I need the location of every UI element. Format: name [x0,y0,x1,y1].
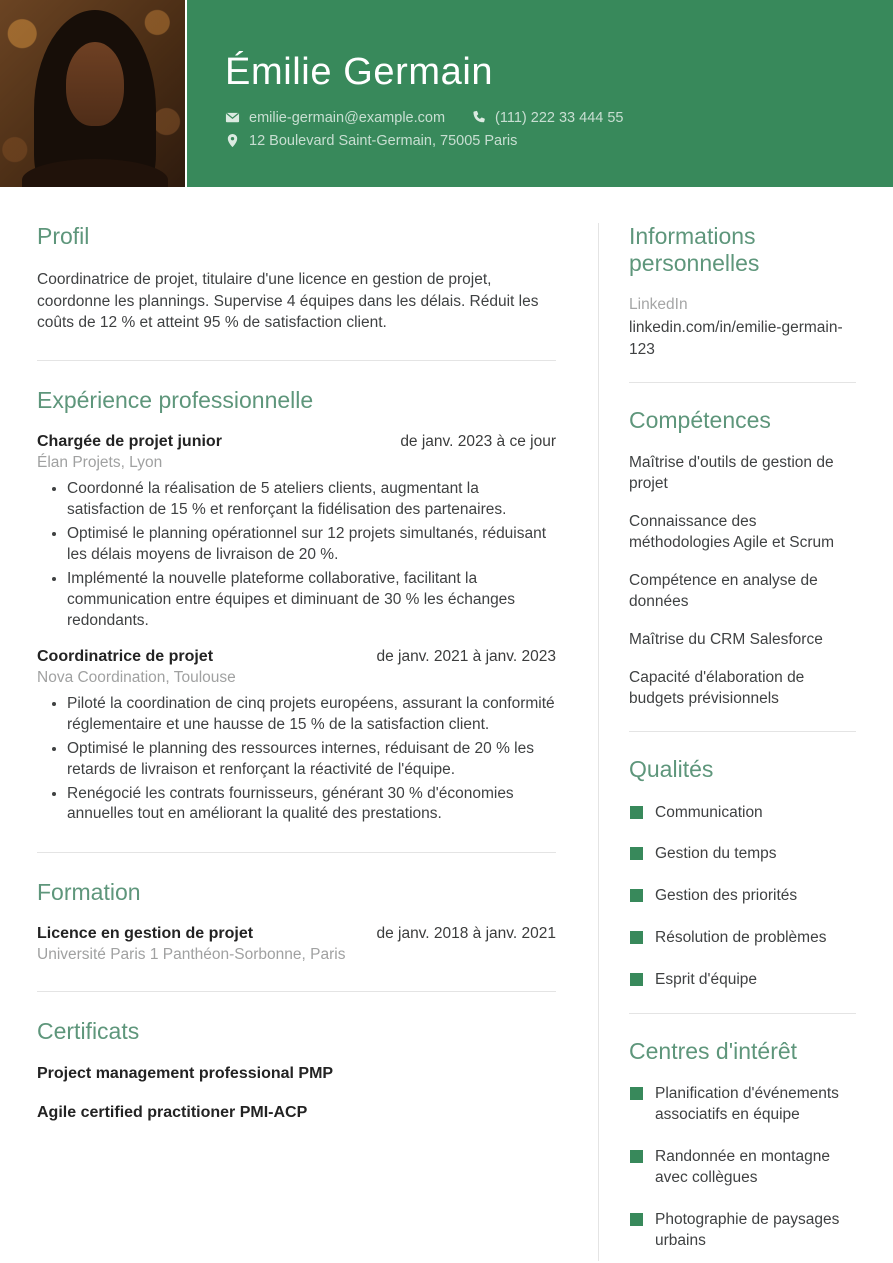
quality-item [629,970,856,991]
square-bullet-icon [630,1150,643,1163]
skill-item: Capacité d'élaboration de budgets prévisionnels [629,668,805,707]
square-bullet-icon [630,973,643,986]
quality-label: Gestion du temps [655,845,777,863]
interests-title: Centres d'intérêt [629,1038,798,1065]
section-divider [37,991,556,992]
interest-item [629,1084,856,1126]
section-divider [629,731,856,732]
education-title: Formation [37,879,141,906]
job-bullet: • Renégocié les contrats fournisseurs, générant 30 % d'économies annuelles tout en améliorant la qualité des prestations. [67,784,556,826]
job-entry-head [37,648,556,666]
certificates-title: Certificats [37,1018,140,1045]
interest-label: Planification d'événements associatifs en équipe [655,1085,839,1124]
skill-item: Compétence en analyse de données [629,571,818,610]
skill-item: Connaissance des méthodologies Agile et Scrum [629,512,835,551]
job-dates: de janv. 2023 à ce jour [400,433,556,451]
email-text: emilie-germain@example.com [249,109,446,126]
job-bullet: • Piloté la coordination de cinq projets européens, assurant la conformité réglementaire et une hausse de 15 % de la satisfaction client. [67,694,556,736]
job-entry-head [37,433,556,451]
linkedin-label: LinkedIn [629,296,688,314]
linkedin-value: linkedin.com/in/emilie-germain-123 [629,319,843,358]
interest-label: Randonnée en montagne avec collègues [655,1148,830,1187]
quality-item [629,803,856,824]
education-degree: Licence en gestion de projet [37,925,254,943]
quality-label: Gestion des priorités [655,887,798,905]
skill-item: Maîtrise d'outils de gestion de projet [629,454,834,493]
section-education [37,879,556,964]
quality-label: Résolution de problèmes [655,929,827,947]
experience-title: Expérience professionnelle [37,387,314,414]
job-bullet: • Optimisé le planning opérationnel sur 12 projets simultanés, réduisant les délais moyens de livraison de 20 %. [67,524,556,566]
section-interests [629,1038,856,1252]
education-school: Université Paris 1 Panthéon-Sorbonne, Paris [37,946,346,964]
education-entry-head [37,925,556,943]
section-divider [37,852,556,853]
job-dates: de janv. 2021 à janv. 2023 [376,647,556,665]
job-role: Chargée de projet junior [37,433,222,451]
job-entry [37,648,556,826]
main-column [0,187,556,1263]
section-divider [37,360,556,361]
quality-label: Esprit d'équipe [655,971,758,989]
resume-body [0,187,893,1263]
header-banner [187,0,893,187]
phone-icon [471,110,486,125]
contact-info [225,110,865,149]
quality-label: Communication [655,803,763,821]
contact-row-1 [225,110,865,126]
address-text: 12 Boulevard Saint-Germain, 75005 Paris [249,132,518,149]
square-bullet-icon [630,931,643,944]
resume-header [0,0,893,187]
education-entry [37,925,556,964]
photo-face-shape [66,42,124,126]
certificate-item: Project management professional PMP [37,1064,334,1082]
email-icon [225,110,240,125]
section-certificates [37,1018,556,1121]
location-icon [225,133,240,148]
square-bullet-icon [630,806,643,819]
square-bullet-icon [630,1087,643,1100]
section-divider [629,382,856,383]
interest-item [629,1147,856,1189]
skills-title: Compétences [629,407,771,433]
section-qualities [629,756,856,991]
section-experience [37,387,556,825]
profile-title: Profil [37,223,90,249]
square-bullet-icon [630,847,643,860]
skill-item: Maîtrise du CRM Salesforce [629,630,823,648]
job-company: Élan Projets, Lyon [37,454,163,472]
job-bullet: • Optimisé le planning des ressources internes, réduisant de 20 % les retards de livraison et renforçant la réactivité de l'équipe. [67,739,556,781]
qualities-title: Qualités [629,756,714,783]
quality-item [629,844,856,865]
section-profile [37,223,556,333]
profile-photo [0,0,187,187]
square-bullet-icon [630,1213,643,1226]
job-bullet-list [37,479,556,631]
interest-label: Photographie de paysages urbains [655,1210,840,1249]
section-personal-info [629,223,856,360]
job-bullet: • Implémenté la nouvelle plateforme collaborative, facilitant la communication entre équipes et diminuant de 30 % les échanges redondants. [67,569,556,632]
interest-item [629,1210,856,1252]
profile-text: Coordinatrice de projet, titulaire d'une licence en gestion de projet, coordonne les plannings. Supervise 4 équipes dans les délais. Réduit les coûts de 12 % et atteint 95 % de satisfaction client. [37,271,539,331]
quality-item [629,928,856,949]
job-bullet: • Coordonné la réalisation de 5 ateliers clients, augmentant la satisfaction de 15 % et renforçant la fidélisation des partenaires. [67,479,556,521]
square-bullet-icon [630,889,643,902]
personal-info-title: Informations personnelles [629,223,760,277]
job-entry [37,433,556,631]
section-skills [629,407,856,709]
job-bullet-list [37,694,556,826]
sidebar-column [599,187,893,1263]
job-role: Coordinatrice de projet [37,647,214,665]
quality-item [629,886,856,907]
phone-text: (111) 222 33 444 55 [495,109,624,126]
job-company: Nova Coordination, Toulouse [37,668,236,686]
education-dates: de janv. 2018 à janv. 2021 [376,925,556,943]
contact-row-2 [225,133,865,149]
certificate-item: Agile certified practitioner PMI-ACP [37,1103,308,1121]
section-divider [629,1013,856,1014]
person-name: Émilie Germain [225,51,494,93]
